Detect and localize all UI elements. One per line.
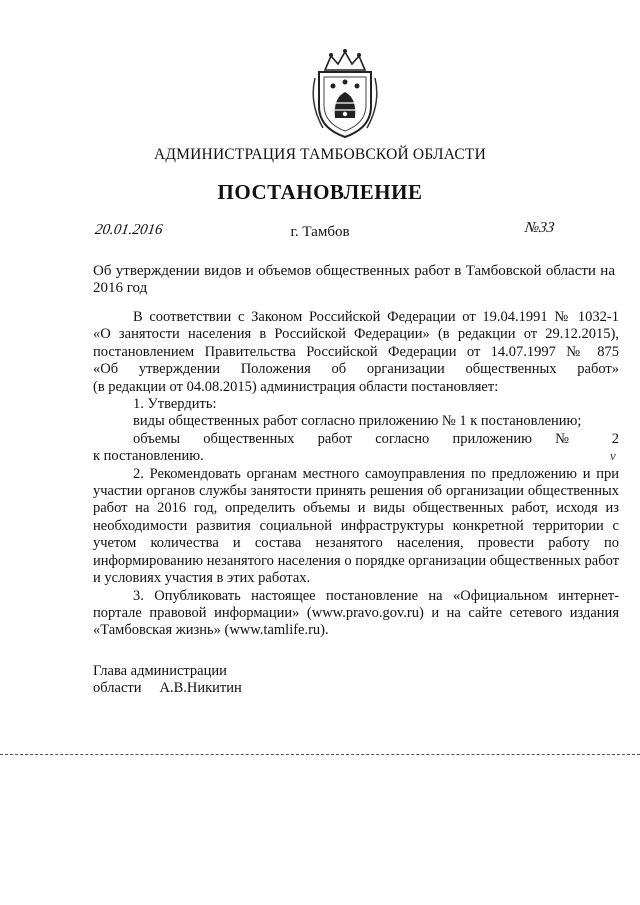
handwritten-date: 20.01.2016 xyxy=(93,222,164,238)
item-1-volumes: объемы общественных работ согласно приложению № 2 xyxy=(133,430,619,447)
document-type-title: ПОСТАНОВЛЕНИЕ xyxy=(217,180,423,204)
document-subject: Об утверждении видов и объемов общественных работ в Тамбовской области на 2016 год xyxy=(93,263,615,296)
bottom-divider xyxy=(0,754,640,755)
item-1-types: виды общественных работ согласно приложению № 1 к постановлению; xyxy=(133,413,582,430)
intro-line: «О занятости населения в Российской Федерации» (в редакции от 29.12.2015), xyxy=(93,326,619,343)
document-body xyxy=(93,309,619,640)
city-label: г. Тамбов xyxy=(290,224,350,240)
item-1-volumes-end: к постановлению. xyxy=(93,448,204,465)
item-1-heading: 1. Утвердить: xyxy=(133,396,217,413)
organization-name: АДМИНИСТРАЦИЯ ТАМБОВСКОЙ ОБЛАСТИ xyxy=(154,146,486,163)
document-meta-row xyxy=(0,222,640,246)
item-3-paragraph: 3. Опубликовать настоящее постановление на «Официальном интернет-портале правовой информации» (www.pravo.gov.ru) и на сайте сетевого издания «Тамбовская жизнь» (www.tamlife.ru). xyxy=(93,587,619,639)
intro-line: (в редакции от 04.08.2015) администрация области постановляет: xyxy=(93,378,499,395)
intro-line: В соответствии с Законом Российской Федерации от 19.04.1991 № 1032-1 xyxy=(133,309,619,325)
handwritten-document-number: №33 xyxy=(523,220,556,236)
signatory-name: А.В.Никитин xyxy=(159,680,242,697)
signatory-title: Глава администрации xyxy=(93,663,227,679)
signatory-title-cont: области xyxy=(93,680,142,697)
intro-line: «Об утверждении Положения об организации общественных работ» xyxy=(93,361,619,378)
signature-block xyxy=(93,663,242,698)
item-2-paragraph: 2. Рекомендовать органам местного самоуправления по предложению и при участии органов службы занятости принять решения об организации общественных работ на 2016 год, определить объемы и виды общественных работ, исходя из необходимости развития социальной инфраструктуры конкретной территории с учетом количества и состава незанятого населения, провести работу по информированию незанятого населения о порядке организации общественных работ и условиях участия в этих работах. xyxy=(93,465,619,587)
coat-of-arms-icon xyxy=(303,48,387,140)
intro-line: постановлением Правительства Российской Федерации от 14.07.1997 № 875 xyxy=(93,343,619,360)
handwritten-check-mark: v xyxy=(610,448,616,463)
